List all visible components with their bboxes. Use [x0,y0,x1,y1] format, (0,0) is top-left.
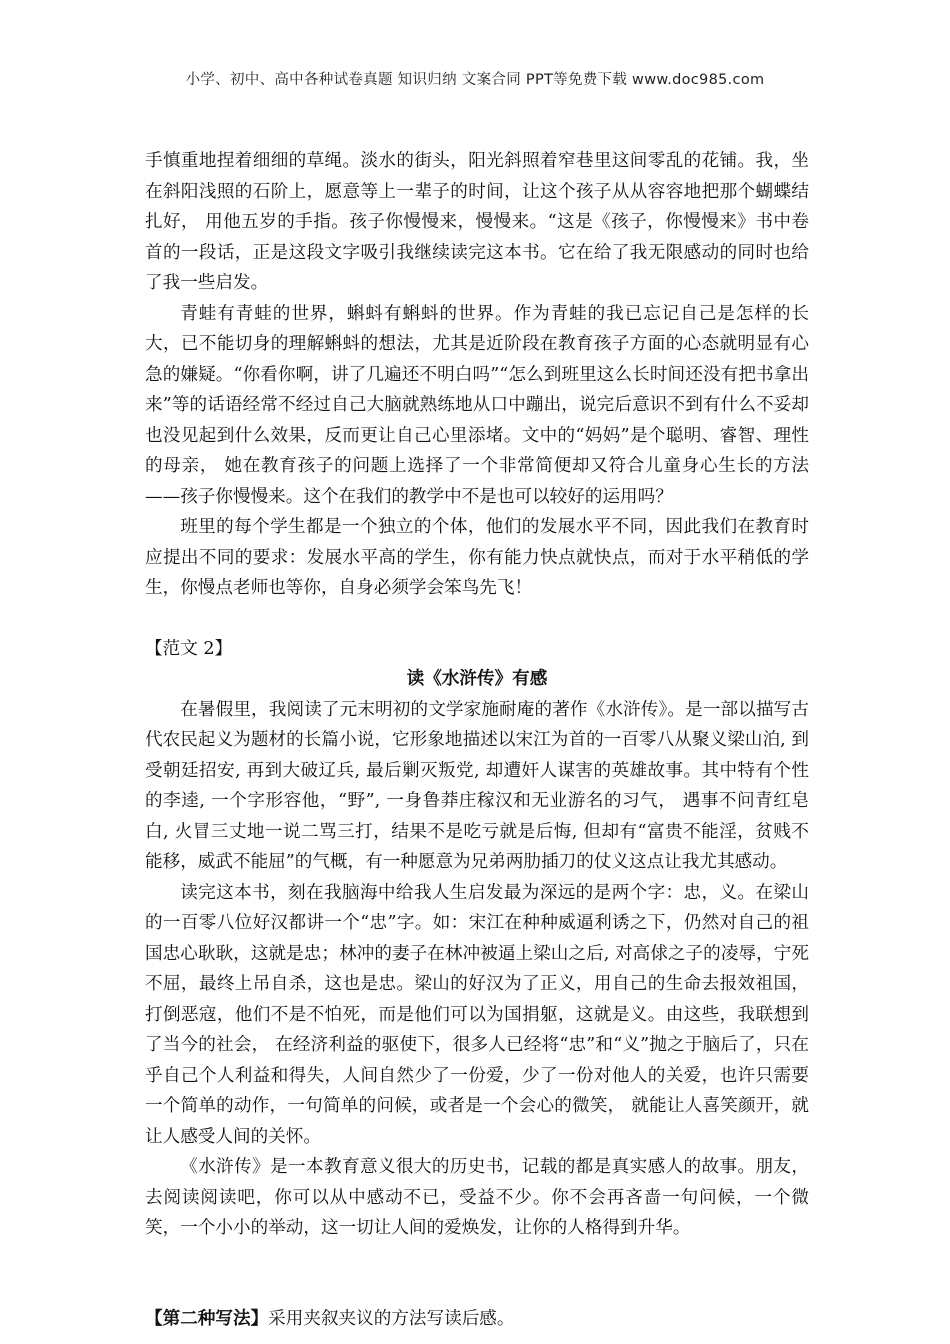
page-header: 小学、初中、高中各种试卷真题 知识归纳 文案合同 PPT等免费下载 www.doc985.com [185,72,765,88]
method-line [145,1304,809,1335]
paragraph-students: 班里的每个学生都是一个独立的个体，他们的发展水平不同，因此我们在教育时应提出不同的要求：发展水平高的学生，你有能力快点就快点，而对于水平稍低的学生，你慢点老师也等你，自身必须学会笨鸟先飞！ [145,517,809,598]
document-body [145,146,809,1334]
essay-paragraph-2: 读完这本书，刻在我脑海中给我人生启发最为深远的是两个字：忠，义。在梁山的一百零八位好汉都讲一个“忠”字。如：宋江在种种威逼利诱之下，仍然对自己的祖国忠心耿耿，这就是忠；林冲的妻子在林冲被逼上梁山之后, 对高俅之子的凌辱，宁死不屈，最终上吊自杀，这也是忠。梁山的好汉为了正义，用自己的生命去报效祖国，打倒恶寇，他们不是不怕死，而是他们可以为国捐躯，这就是义。由这些，我联想到了当今的社会， 在经济利益的驱使下，很多人已经将“忠”和“义”抛之于脑后了，只在乎自己个人利益和得失，人间自然少了一份爱，少了一份对他人的关爱，也许只需要一个简单的动作，一句简单的问候，或者是一个会心的微笑， 就能让人喜笑颜开，就让人感受人间的关怀。 [145,882,809,1147]
method-text: 采用夹叙夹议的方法写读后感。 [268,1308,515,1329]
paragraph-continued: 手慎重地捏着细细的草绳。淡水的街头，阳光斜照着窄巷里这间零乱的花铺。我，坐在斜阳浅照的石阶上，愿意等上一辈子的时间，让这个孩子从从容容地把那个蝴蝶结扎好， 用他五岁的手指。孩子你慢慢来，慢慢来。“这是《孩子，你慢慢来》书中卷首的一段话，正是这段文字吸引我继续读完这本书。它在给了我无限感动的同时也给了我一些启发。 [145,151,809,293]
paragraph-frog: 青蛙有青蛙的世界，蝌蚪有蝌蚪的世界。作为青蛙的我已忘记自己是怎样的长大，已不能切身的理解蝌蚪的想法，尤其是近阶段在教育孩子方面的心态就明显有心急的嫌疑。“你看你啊，讲了几遍还不明白吗”“怎么到班里这么长时间还没有把书拿出来”等的话语经常不经过自己大脑就熟练地从口中蹦出，说完后意识不到有什么不妥却也没见起到什么效果，反而更让自己心里添堵。文中的“妈妈”是个聪明、睿智、理性的母亲， 她在教育孩子的问题上选择了一个非常简便却又符合儿童身心生长的方法——孩子你慢慢来。这个在我们的教学中不是也可以较好的运用吗？ [145,303,809,507]
essay-paragraph-3: 《水浒传》是一本教育意义很大的历史书，记载的都是真实感人的故事。朋友，去阅读阅读吧，你可以从中感动不已，受益不少。你不会再吝啬一句问候，一个微笑，一个小小的举动，这一切让人间的爱焕发，让你的人格得到升华。 [145,1157,809,1238]
essay-paragraph-1: 在暑假里，我阅读了元末明初的文学家施耐庵的著作《水浒传》。是一部以描写古代农民起义为题材的长篇小说，它形象地描述以宋江为首的一百零八从聚义梁山泊, 到受朝廷招安, 再到大破辽兵, 最后剿灭叛党, 却遭奸人谋害的英雄故事。其中特有个性的李逵, 一个字形容他，“野”, 一身鲁莽庄稼汉和无业游名的习气， 遇事不问青红皂白, 火冒三丈地一说二骂三打，结果不是吃亏就是后悔, 但却有“富贵不能淫，贫贱不能移，威武不能屈”的气概，有一种愿意为兄弟两肋插刀的仗义这点让我尤其感动。 [145,699,809,872]
essay-title: 读《水浒传》有感 [406,668,548,689]
method-label: 【第二种写法】 [145,1307,269,1329]
sample-label: 【范文 2】 [145,638,233,659]
